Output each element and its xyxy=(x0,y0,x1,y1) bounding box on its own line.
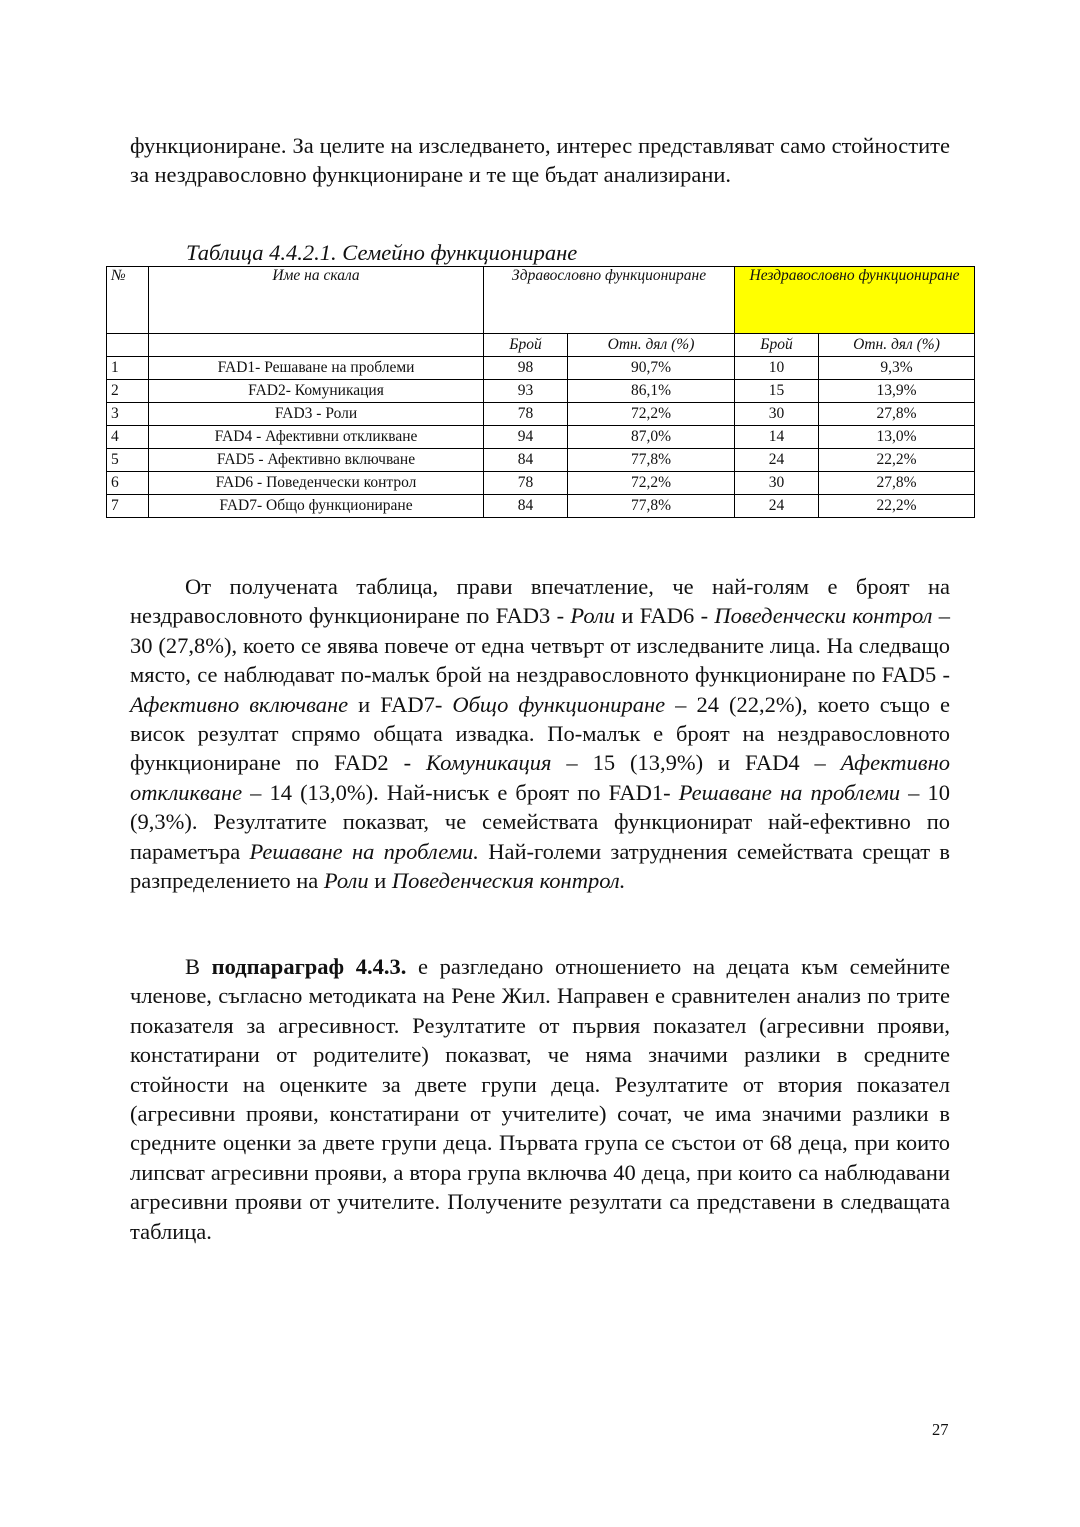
table-header-row xyxy=(107,267,975,334)
row-unhealthy-share: 13,0% xyxy=(819,426,975,449)
row-unhealthy-share: 9,3% xyxy=(819,357,975,380)
row-unhealthy-share: 22,2% xyxy=(819,495,975,518)
page-number: 27 xyxy=(932,1420,949,1439)
analysis-text-3: – 30 (27,8%), което се явява повече от една четвърт от изследваните лица. На следващо място, се наблюдават по-малък брой на нездравословното функциониране по FAD5 - xyxy=(130,603,950,688)
row-healthy-share: 86,1% xyxy=(568,380,735,403)
table-row xyxy=(107,495,975,518)
analysis-text-10: и xyxy=(368,868,392,894)
header-healthy: Здравословно функциониране xyxy=(484,267,735,334)
analysis-text-9: Най-големи затруднения семействата срещат в разпределението на xyxy=(130,838,950,894)
row-healthy-count: 78 xyxy=(484,472,568,495)
row-scale: FAD6 - Поведенчески контрол xyxy=(149,472,484,495)
row-unhealthy-count: 10 xyxy=(735,357,819,380)
subheader-empty-num xyxy=(107,334,149,357)
analysis-text-7: – 14 (13,0%). Най-нисък е броят по FAD1- xyxy=(242,779,679,805)
row-healthy-count: 98 xyxy=(484,357,568,380)
row-scale: FAD1- Решаване на проблеми xyxy=(149,357,484,380)
subheader-unhealthy-share: Отн. дял (%) xyxy=(819,334,975,357)
row-healthy-count: 84 xyxy=(484,495,568,518)
row-scale: FAD7- Общо функциониране xyxy=(149,495,484,518)
row-num: 3 xyxy=(107,403,149,426)
subsection-text-1: В xyxy=(185,954,212,979)
row-unhealthy-count: 24 xyxy=(735,449,819,472)
analysis-italic-1: Роли xyxy=(570,603,616,629)
row-healthy-share: 77,8% xyxy=(568,495,735,518)
table-row xyxy=(107,403,975,426)
row-scale: FAD3 - Роли xyxy=(149,403,484,426)
table-row xyxy=(107,472,975,495)
row-healthy-count: 93 xyxy=(484,380,568,403)
table-body xyxy=(107,357,975,518)
row-num: 1 xyxy=(107,357,149,380)
header-num: № xyxy=(107,267,149,334)
analysis-paragraph xyxy=(130,572,950,895)
analysis-text-2: и FAD6 - xyxy=(615,603,715,629)
row-scale: FAD4 - Афективни откликване xyxy=(149,426,484,449)
header-unhealthy: Нездравословно функциониране xyxy=(735,267,975,334)
row-unhealthy-count: 14 xyxy=(735,426,819,449)
row-unhealthy-share: 27,8% xyxy=(819,403,975,426)
row-healthy-share: 72,2% xyxy=(568,472,735,495)
table-row xyxy=(107,426,975,449)
row-healthy-count: 84 xyxy=(484,449,568,472)
row-unhealthy-share: 22,2% xyxy=(819,449,975,472)
analysis-text-6: – 15 (13,9%) и FAD4 – xyxy=(551,750,841,776)
row-unhealthy-share: 13,9% xyxy=(819,380,975,403)
subheader-healthy-share: Отн. дял (%) xyxy=(568,334,735,357)
row-unhealthy-count: 15 xyxy=(735,380,819,403)
subsection-bold: подпараграф 4.4.3. xyxy=(211,954,407,979)
intro-paragraph: функциониране. За целите на изследването, интерес представляват само стойностите за нездравословно функциониране и те ще бъдат анализирани. xyxy=(130,133,950,188)
row-unhealthy-share: 27,8% xyxy=(819,472,975,495)
analysis-italic-3: Афективно включване xyxy=(130,691,349,717)
row-unhealthy-count: 24 xyxy=(735,495,819,518)
analysis-italic-10: Поведенческия контрол. xyxy=(391,868,626,894)
row-num: 2 xyxy=(107,380,149,403)
header-scale: Име на скала xyxy=(149,267,484,334)
row-healthy-share: 77,8% xyxy=(568,449,735,472)
row-healthy-share: 90,7% xyxy=(568,357,735,380)
subheader-healthy-count: Брой xyxy=(484,334,568,357)
row-num: 5 xyxy=(107,449,149,472)
subheader-unhealthy-count: Брой xyxy=(735,334,819,357)
row-scale: FAD5 - Афективно включване xyxy=(149,449,484,472)
row-healthy-share: 72,2% xyxy=(568,403,735,426)
row-num: 6 xyxy=(107,472,149,495)
row-healthy-count: 94 xyxy=(484,426,568,449)
row-unhealthy-count: 30 xyxy=(735,472,819,495)
analysis-italic-2: Поведенчески контрол xyxy=(714,603,933,629)
analysis-italic-9: Роли xyxy=(323,868,369,894)
analysis-text-4: и FAD7- xyxy=(348,691,453,717)
row-scale: FAD2- Комуникация xyxy=(149,380,484,403)
analysis-italic-8: Решаване на проблеми. xyxy=(249,838,479,864)
subheader-empty-scale xyxy=(149,334,484,357)
table-subheader-row xyxy=(107,334,975,357)
row-unhealthy-count: 30 xyxy=(735,403,819,426)
row-healthy-share: 87,0% xyxy=(568,426,735,449)
table-row xyxy=(107,449,975,472)
row-healthy-count: 78 xyxy=(484,403,568,426)
family-functioning-table xyxy=(106,266,975,518)
analysis-italic-7: Решаване на проблеми xyxy=(678,779,901,805)
table-caption: Таблица 4.4.2.1. Семейно функциониране xyxy=(186,240,578,265)
analysis-italic-6: Афективно откликване xyxy=(130,750,950,805)
analysis-text-8: – 10 (9,3%). Резултатите показват, че семействата функционират най-ефективно по параметъра xyxy=(130,779,950,864)
subsection-text-2: е разгледано отношението на децата към семейните членове, съгласно методиката на Рене Жил. Направен е сравнителен анализ по трите показателя за агресивност. Резултатите от първия показател (агресивни прояви, констатирани от родителите) показват, че няма значими разлики в средните стойности на оценките за двете групи деца. Резултатите от втория показател (агресивни прояви, констатирани от учителите) сочат, че има значими разлики в средните оценки за двете групи деца. Първата група се състои от 68 деца, при които липсват агресивни прояви, а втора група включва 40 деца, при които са наблюдавани агресивни прояви от учителите. Получените резултати са представени в следващата таблица. xyxy=(130,954,950,1244)
subsection-paragraph xyxy=(130,952,950,1246)
table-row xyxy=(107,357,975,380)
analysis-italic-5: Комуникация xyxy=(426,750,552,776)
analysis-text-1: От получената таблица, прави впечатление, че най-голям е броят на нездравословното функциониране по FAD3 - xyxy=(130,574,950,629)
table-row xyxy=(107,380,975,403)
row-num: 4 xyxy=(107,426,149,449)
analysis-italic-4: Общо функциониране xyxy=(452,691,666,717)
row-num: 7 xyxy=(107,495,149,518)
analysis-text-5: – 24 (22,2%), което също е висок резултат спрямо общата извадка. По-малък е броят на нездравословното функциониране по FAD2 - xyxy=(130,691,951,776)
